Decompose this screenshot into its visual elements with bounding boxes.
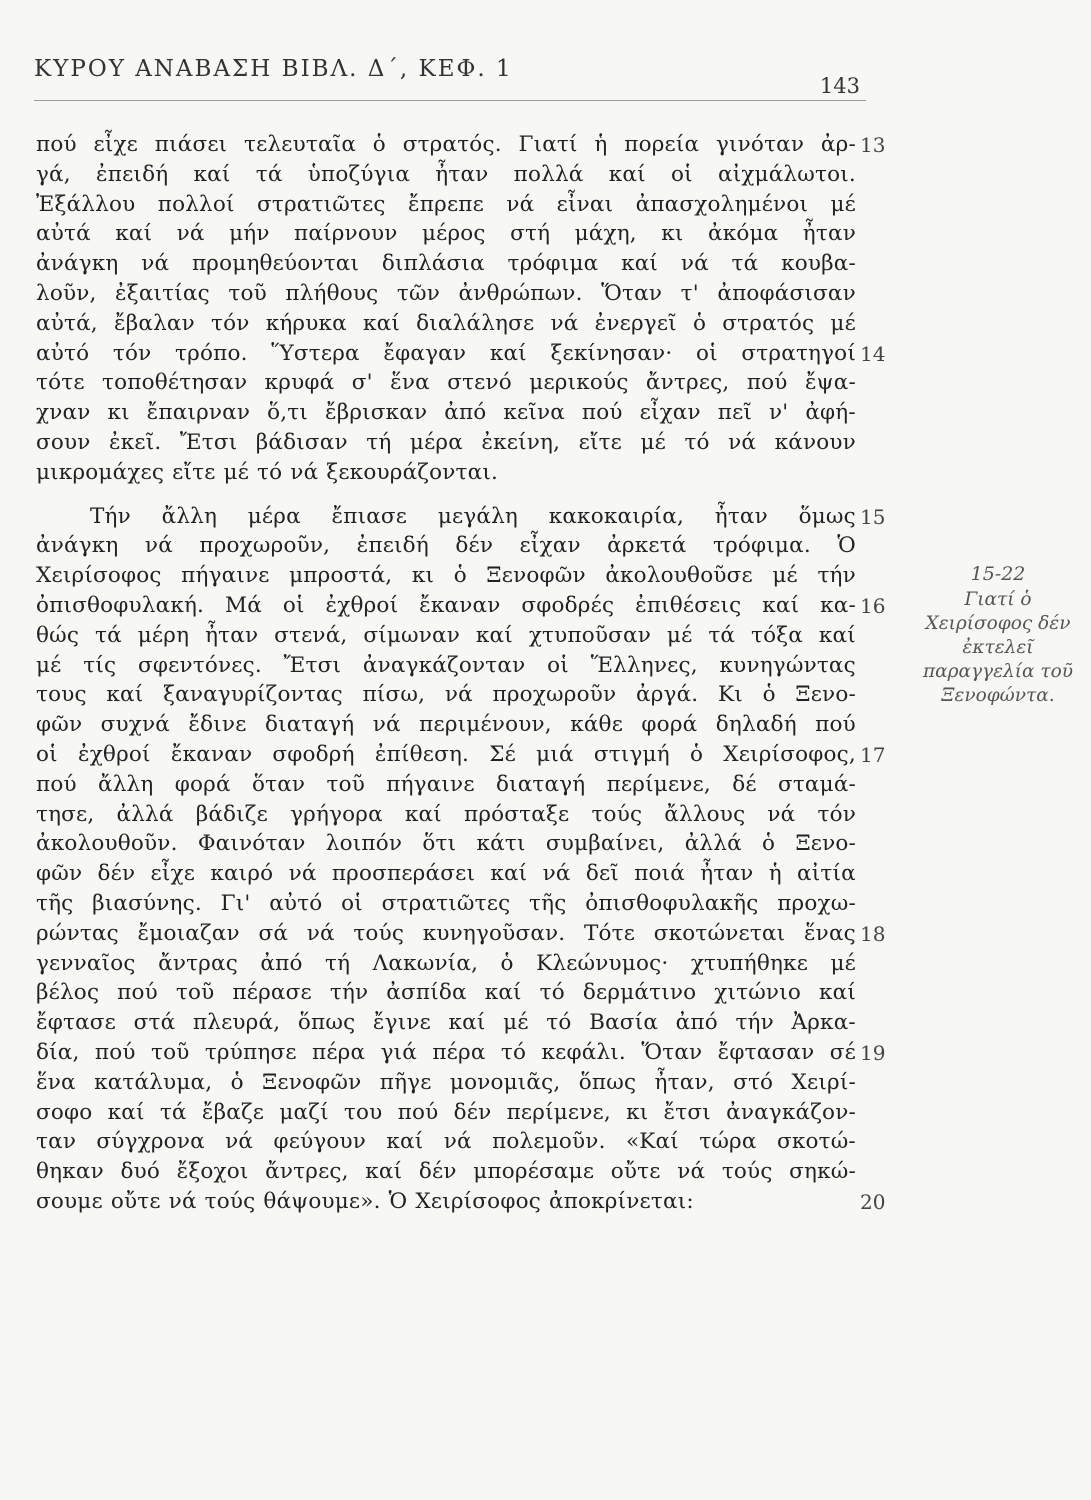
text-line: πού εἶχε πιάσει τελευταῖα ὁ στρατός. Γιατί ἡ πορεία γινόταν ἀρ- xyxy=(36,132,856,157)
section-number: 14 xyxy=(860,342,886,366)
text-line: βέλος πού τοῦ πέρασε τήν ἀσπίδα καί τό δερμάτινο χιτώνιο καί xyxy=(36,980,856,1006)
text-line: μικρομάχες εἴτε μέ τό νά ξεκουράζονται. xyxy=(36,459,499,485)
running-head: ΚΥΡΟΥ ΑΝΑΒΑΣΗ ΒΙΒΛ. Δ΄, ΚΕΦ. 1 xyxy=(34,56,513,82)
text-line: φῶν δέν εἶχε καιρό νά προσπεράσει καί νά δεῖ ποιά ἦταν ἡ αἰτία xyxy=(36,861,856,887)
section-number: 18 xyxy=(860,922,886,946)
text-line: λοῦν, ἐξαιτίας τοῦ πλήθους τῶν ἀνθρώπων. Ὅταν τ' ἀποφάσισαν xyxy=(36,280,856,306)
section-number: 19 xyxy=(860,1041,886,1065)
text-line: ἀνάγκη νά προχωροῦν, ἐπειδή δέν εἶχαν ἀρκετά τρόφιμα. Ὁ xyxy=(36,533,856,559)
text-line: ἀκολουθοῦν. Φαινόταν λοιπόν ὅτι κάτι συμβαίνει, ἀλλά ὁ Ξενο- xyxy=(36,831,856,857)
text-line: σουμε οὔτε νά τούς θάψουμε». Ὁ Χειρίσοφος ἀποκρίνεται: xyxy=(36,1188,694,1214)
text-line: δία, πού τοῦ τρύπησε πέρα γιά πέρα τό κεφάλι. Ὅταν ἔφτασαν σέ xyxy=(36,1039,856,1065)
text-line: αὐτά καί νά μήν παίρνουν μέρος στή μάχη, κι ἀκόμα ἦταν xyxy=(36,221,856,247)
text-line: αὐτό τόν τρόπο. Ὕστερα ἔφαγαν καί ξεκίνησαν· οἱ στρατηγοί xyxy=(36,340,856,366)
text-line: Τήν ἄλλη μέρα ἔπιασε μεγάλη κακοκαιρία, ἦταν ὅμως xyxy=(90,503,856,529)
margin-note-range: 15-22 xyxy=(970,563,1026,585)
text-line: Χειρίσοφος πήγαινε μπροστά, κι ὁ Ξενοφῶν ἀκολουθοῦσε μέ τήν xyxy=(36,563,856,589)
text-line: γενναῖος ἄντρας ἀπό τή Λακωνία, ὁ Κλεώνυμος· χτυπήθηκε μέ xyxy=(36,950,856,976)
text-line: φῶν συχνά ἔδινε διαταγή νά περιμένουν, κάθε φορά δηλαδή πού xyxy=(36,712,856,738)
text-line: τῆς βιασύνης. Γι' αὐτό οἱ στρατιῶτες τῆς ὀπισθοφυλακῆς προχω- xyxy=(36,890,856,916)
margin-note xyxy=(918,562,1078,708)
text-line: ἔφτασε στά πλευρά, ὅπως ἔγινε καί μέ τό Βασία ἀπό τήν Ἀρκα- xyxy=(36,1010,856,1036)
text-line: μέ τίς σφεντόνες. Ἔτσι ἀναγκάζονταν οἱ Ἕλληνες, κυνηγώντας xyxy=(36,652,856,678)
section-number: 17 xyxy=(860,743,886,767)
text-line: Ἐξάλλου πολλοί στρατιῶτες ἔπρεπε νά εἶναι ἀπασχολημένοι μέ xyxy=(36,191,856,217)
text-line: ἀνάγκη νά προμηθεύονται διπλάσια τρόφιμα καί νά τά κουβα- xyxy=(36,251,856,277)
page-header xyxy=(34,56,866,101)
section-number: 15 xyxy=(860,505,886,529)
text-line: οἱ ἐχθροί ἔκαναν σφοδρή ἐπίθεση. Σέ μιά στιγμή ὁ Χειρίσοφος, xyxy=(36,741,856,767)
text-line: πού ἄλλη φορά ὅταν τοῦ πήγαινε διαταγή περίμενε, δέ σταμά- xyxy=(36,771,856,797)
page-number: 143 xyxy=(819,74,860,98)
text-line: ἕνα κατάλυμα, ὁ Ξενοφῶν πῆγε μονομιᾶς, ὅπως ἦταν, στό Χειρί- xyxy=(36,1069,856,1095)
section-number: 13 xyxy=(860,133,886,157)
margin-note-text: Γιατί ὁ Χειρίσοφος δέν ἐκτελεῖ παραγγελία τοῦ Ξενοφώντα. xyxy=(922,589,1074,706)
section-number: 16 xyxy=(860,594,886,618)
text-line: γά, ἐπειδή καί τά ὑποζύγια ἦταν πολλά καί οἱ αἰχμάλωτοι. xyxy=(36,161,856,187)
main-text xyxy=(36,130,856,1217)
section-number: 20 xyxy=(860,1190,886,1214)
text-line: σοφο καί τά ἔβαζε μαζί του πού δέν περίμενε, κι ἔτσι ἀναγκάζον- xyxy=(36,1099,856,1125)
text-line: χναν κι ἔπαιρναν ὅ,τι ἔβρισκαν ἀπό κεῖνα πού εἶχαν πεῖ ν' ἀφή- xyxy=(36,400,856,426)
text-line: ρώντας ἔμοιαζαν σά νά τούς κυνηγοῦσαν. Τότε σκοτώνεται ἕνας xyxy=(36,920,856,946)
text-line: τησε, ἀλλά βάδιζε γρήγορα καί πρόσταξε τούς ἄλλους νά τόν xyxy=(36,801,856,827)
text-line: αὐτά, ἔβαλαν τόν κήρυκα καί διαλάλησε νά ἐνεργεῖ ὁ στρατός μέ xyxy=(36,310,856,336)
text-line: ὀπισθοφυλακή. Μά οἱ ἐχθροί ἔκαναν σφοδρές ἐπιθέσεις καί κα- xyxy=(36,592,856,618)
text-line: τους καί ξαναγυρίζοντας πίσω, νά προχωροῦν ἀργά. Κι ὁ Ξενο- xyxy=(36,682,856,708)
text-line: τότε τοποθέτησαν κρυφά σ' ἕνα στενό μερικούς ἄντρες, πού ἔψα- xyxy=(36,370,856,396)
text-line: σουν ἐκεῖ. Ἔτσι βάδισαν τή μέρα ἐκείνη, εἴτε μέ τό νά κάνουν xyxy=(36,429,856,455)
text-line: θηκαν δυό ἔξοχοι ἄντρες, καί δέν μπορέσαμε οὔτε νά τούς σηκώ- xyxy=(36,1159,856,1185)
text-line: θώς τά μέρη ἦταν στενά, σίμωναν καί χτυποῦσαν μέ τά τόξα καί xyxy=(36,622,856,648)
text-line: ταν σύγχρονα νά φεύγουν καί νά πολεμοῦν. «Καί τώρα σκοτώ- xyxy=(36,1129,856,1155)
